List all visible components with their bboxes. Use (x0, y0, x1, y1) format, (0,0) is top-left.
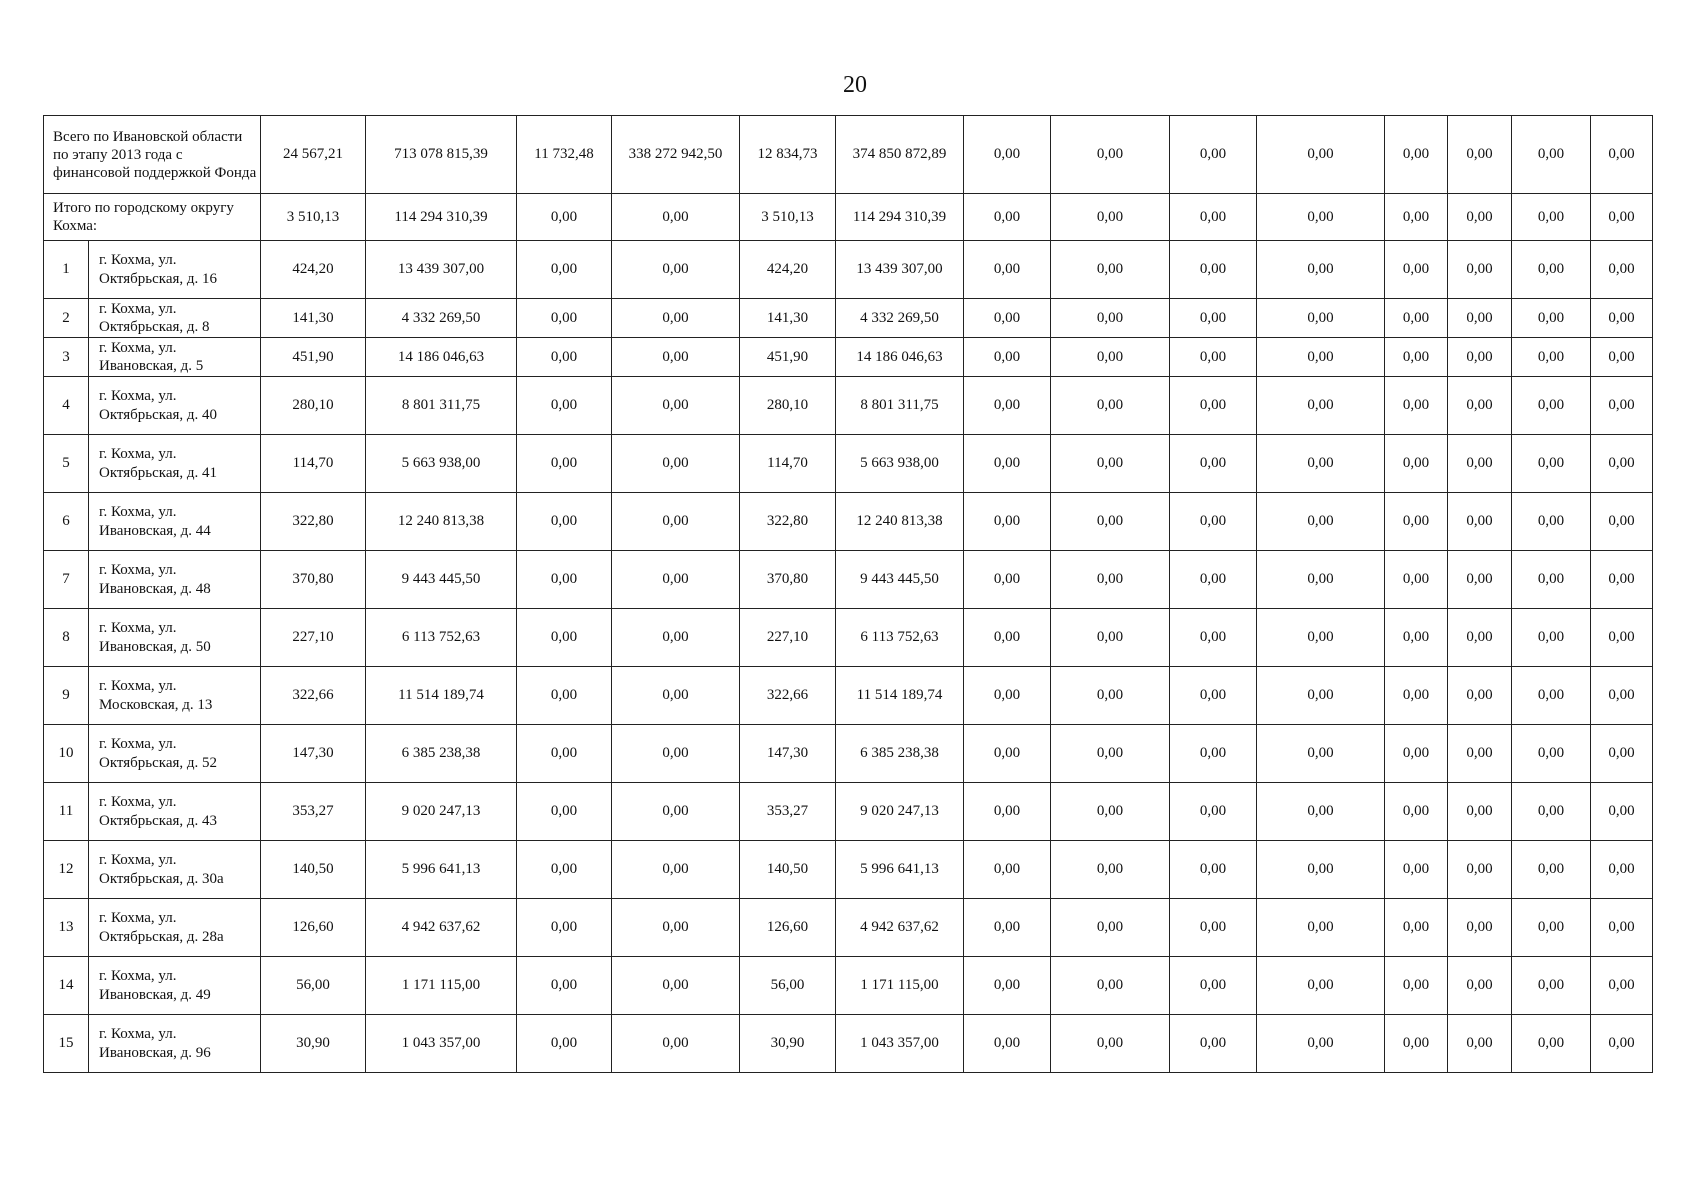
value-cell: 0,00 (1385, 241, 1448, 299)
value-cell: 0,00 (1257, 299, 1385, 338)
value-cell: 14 186 046,63 (836, 338, 964, 377)
value-cell: 0,00 (1512, 493, 1591, 551)
value-cell: 0,00 (1170, 841, 1257, 899)
value-cell: 353,27 (740, 783, 836, 841)
value-cell: 0,00 (964, 377, 1051, 435)
row-number: 9 (44, 667, 89, 725)
value-cell: 0,00 (1385, 493, 1448, 551)
address-cell: г. Кохма, ул. Ивановская, д. 50 (89, 609, 261, 667)
value-cell: 0,00 (612, 667, 740, 725)
value-cell: 0,00 (964, 667, 1051, 725)
table-row (44, 841, 1653, 899)
value-cell: 0,00 (1448, 841, 1512, 899)
value-cell: 0,00 (1591, 338, 1653, 377)
value-cell: 0,00 (1170, 551, 1257, 609)
value-cell: 0,00 (1512, 841, 1591, 899)
value-cell: 0,00 (612, 377, 740, 435)
row-number: 5 (44, 435, 89, 493)
value-cell: 0,00 (1591, 725, 1653, 783)
value-cell: 0,00 (1448, 551, 1512, 609)
value-cell: 322,80 (740, 493, 836, 551)
value-cell: 0,00 (1170, 1015, 1257, 1073)
value-cell: 0,00 (1448, 116, 1512, 194)
value-cell: 0,00 (1448, 241, 1512, 299)
value-cell: 0,00 (1512, 299, 1591, 338)
value-cell: 0,00 (964, 899, 1051, 957)
value-cell: 0,00 (1051, 435, 1170, 493)
table-row (44, 299, 1653, 338)
value-cell: 0,00 (517, 957, 612, 1015)
value-cell: 0,00 (612, 338, 740, 377)
value-cell: 0,00 (1448, 377, 1512, 435)
value-cell: 0,00 (1257, 667, 1385, 725)
value-cell: 11 514 189,74 (366, 667, 517, 725)
address-cell: г. Кохма, ул. Октябрьская, д. 52 (89, 725, 261, 783)
value-cell: 370,80 (740, 551, 836, 609)
value-cell: 3 510,13 (740, 194, 836, 241)
value-cell: 0,00 (517, 551, 612, 609)
value-cell: 0,00 (964, 783, 1051, 841)
value-cell: 12 240 813,38 (366, 493, 517, 551)
address-cell: г. Кохма, ул. Ивановская, д. 48 (89, 551, 261, 609)
value-cell: 0,00 (517, 783, 612, 841)
value-cell: 0,00 (1257, 435, 1385, 493)
value-cell: 0,00 (1448, 957, 1512, 1015)
value-cell: 0,00 (1051, 725, 1170, 783)
value-cell: 1 171 115,00 (366, 957, 517, 1015)
value-cell: 0,00 (517, 435, 612, 493)
value-cell: 0,00 (1385, 957, 1448, 1015)
value-cell: 0,00 (1448, 194, 1512, 241)
table-row (44, 783, 1653, 841)
value-cell: 0,00 (1051, 609, 1170, 667)
value-cell: 0,00 (1051, 241, 1170, 299)
value-cell: 14 186 046,63 (366, 338, 517, 377)
value-cell: 0,00 (1170, 957, 1257, 1015)
value-cell: 11 732,48 (517, 116, 612, 194)
value-cell: 0,00 (1257, 377, 1385, 435)
value-cell: 0,00 (517, 1015, 612, 1073)
value-cell: 374 850 872,89 (836, 116, 964, 194)
value-cell: 0,00 (1170, 299, 1257, 338)
value-cell: 0,00 (1385, 435, 1448, 493)
value-cell: 0,00 (517, 725, 612, 783)
table-row (44, 609, 1653, 667)
value-cell: 147,30 (740, 725, 836, 783)
value-cell: 0,00 (1385, 1015, 1448, 1073)
row-number: 15 (44, 1015, 89, 1073)
value-cell: 4 332 269,50 (366, 299, 517, 338)
value-cell: 4 942 637,62 (836, 899, 964, 957)
value-cell: 0,00 (1170, 194, 1257, 241)
value-cell: 0,00 (1385, 899, 1448, 957)
value-cell: 0,00 (1051, 899, 1170, 957)
value-cell: 0,00 (1385, 299, 1448, 338)
value-cell: 0,00 (1448, 338, 1512, 377)
value-cell: 12 240 813,38 (836, 493, 964, 551)
row-number: 11 (44, 783, 89, 841)
value-cell: 0,00 (612, 957, 740, 1015)
page-number: 20 (843, 72, 867, 98)
value-cell: 0,00 (964, 493, 1051, 551)
total-row (44, 116, 1653, 194)
row-number: 1 (44, 241, 89, 299)
value-cell: 322,66 (261, 667, 366, 725)
value-cell: 0,00 (612, 435, 740, 493)
value-cell: 9 443 445,50 (366, 551, 517, 609)
value-cell: 0,00 (612, 899, 740, 957)
value-cell: 0,00 (964, 609, 1051, 667)
value-cell: 0,00 (1591, 609, 1653, 667)
value-cell: 0,00 (1051, 783, 1170, 841)
value-cell: 0,00 (612, 194, 740, 241)
value-cell: 0,00 (1512, 1015, 1591, 1073)
table-row (44, 957, 1653, 1015)
value-cell: 0,00 (517, 841, 612, 899)
value-cell: 0,00 (1051, 299, 1170, 338)
value-cell: 6 113 752,63 (366, 609, 517, 667)
value-cell: 0,00 (1591, 241, 1653, 299)
value-cell: 0,00 (1170, 783, 1257, 841)
address-cell: г. Кохма, ул. Московская, д. 13 (89, 667, 261, 725)
address-cell: г. Кохма, ул. Октябрьская, д. 43 (89, 783, 261, 841)
value-cell: 0,00 (1170, 725, 1257, 783)
address-cell: г. Кохма, ул. Октябрьская, д. 28а (89, 899, 261, 957)
value-cell: 0,00 (1448, 899, 1512, 957)
value-cell: 12 834,73 (740, 116, 836, 194)
value-cell: 56,00 (261, 957, 366, 1015)
value-cell: 0,00 (1051, 493, 1170, 551)
value-cell: 0,00 (1051, 377, 1170, 435)
value-cell: 0,00 (1385, 667, 1448, 725)
value-cell: 0,00 (612, 1015, 740, 1073)
value-cell: 0,00 (964, 725, 1051, 783)
value-cell: 6 113 752,63 (836, 609, 964, 667)
value-cell: 1 171 115,00 (836, 957, 964, 1015)
value-cell: 0,00 (1257, 841, 1385, 899)
value-cell: 0,00 (612, 841, 740, 899)
value-cell: 8 801 311,75 (836, 377, 964, 435)
value-cell: 0,00 (1591, 841, 1653, 899)
value-cell: 56,00 (740, 957, 836, 1015)
value-cell: 0,00 (1257, 338, 1385, 377)
value-cell: 0,00 (1591, 116, 1653, 194)
row-number: 10 (44, 725, 89, 783)
value-cell: 147,30 (261, 725, 366, 783)
value-cell: 0,00 (964, 551, 1051, 609)
table-row (44, 377, 1653, 435)
value-cell: 0,00 (517, 609, 612, 667)
value-cell: 0,00 (1257, 241, 1385, 299)
value-cell: 0,00 (1385, 783, 1448, 841)
value-cell: 0,00 (1448, 783, 1512, 841)
address-cell: г. Кохма, ул. Октябрьская, д. 40 (89, 377, 261, 435)
value-cell: 0,00 (1448, 609, 1512, 667)
value-cell: 338 272 942,50 (612, 116, 740, 194)
value-cell: 0,00 (612, 725, 740, 783)
value-cell: 5 663 938,00 (366, 435, 517, 493)
value-cell: 0,00 (1051, 551, 1170, 609)
value-cell: 13 439 307,00 (836, 241, 964, 299)
value-cell: 0,00 (1512, 194, 1591, 241)
value-cell: 0,00 (1512, 609, 1591, 667)
value-cell: 0,00 (1170, 338, 1257, 377)
address-cell: г. Кохма, ул. Октябрьская, д. 30а (89, 841, 261, 899)
value-cell: 0,00 (1512, 783, 1591, 841)
value-cell: 0,00 (1170, 493, 1257, 551)
value-cell: 280,10 (740, 377, 836, 435)
value-cell: 0,00 (1448, 299, 1512, 338)
value-cell: 0,00 (612, 241, 740, 299)
value-cell: 0,00 (1591, 299, 1653, 338)
value-cell: 0,00 (1170, 667, 1257, 725)
table-row (44, 493, 1653, 551)
value-cell: 0,00 (1448, 1015, 1512, 1073)
value-cell: 0,00 (1512, 377, 1591, 435)
value-cell: 0,00 (612, 299, 740, 338)
table-row (44, 551, 1653, 609)
value-cell: 0,00 (964, 957, 1051, 1015)
value-cell: 424,20 (261, 241, 366, 299)
value-cell: 114,70 (740, 435, 836, 493)
value-cell: 451,90 (261, 338, 366, 377)
value-cell: 4 332 269,50 (836, 299, 964, 338)
row-number: 7 (44, 551, 89, 609)
value-cell: 0,00 (517, 899, 612, 957)
value-cell: 0,00 (1385, 194, 1448, 241)
table-row (44, 338, 1653, 377)
value-cell: 0,00 (964, 299, 1051, 338)
value-cell: 322,80 (261, 493, 366, 551)
value-cell: 0,00 (1051, 841, 1170, 899)
value-cell: 0,00 (1512, 435, 1591, 493)
value-cell: 0,00 (1257, 899, 1385, 957)
address-cell: г. Кохма, ул. Ивановская, д. 44 (89, 493, 261, 551)
value-cell: 0,00 (1051, 957, 1170, 1015)
value-cell: 0,00 (612, 551, 740, 609)
address-cell: г. Кохма, ул. Октябрьская, д. 8 (89, 299, 261, 338)
value-cell: 353,27 (261, 783, 366, 841)
value-cell: 0,00 (517, 667, 612, 725)
value-cell: 0,00 (1512, 116, 1591, 194)
table-row (44, 899, 1653, 957)
value-cell: 0,00 (1170, 241, 1257, 299)
value-cell: 0,00 (612, 493, 740, 551)
value-cell: 0,00 (1051, 338, 1170, 377)
value-cell: 24 567,21 (261, 116, 366, 194)
value-cell: 6 385 238,38 (366, 725, 517, 783)
value-cell: 5 663 938,00 (836, 435, 964, 493)
value-cell: 0,00 (1512, 551, 1591, 609)
value-cell: 0,00 (1257, 493, 1385, 551)
address-cell: г. Кохма, ул. Ивановская, д. 5 (89, 338, 261, 377)
value-cell: 0,00 (1448, 667, 1512, 725)
value-cell: 0,00 (1257, 194, 1385, 241)
value-cell: 140,50 (740, 841, 836, 899)
data-table (43, 115, 1653, 1073)
value-cell: 0,00 (1385, 725, 1448, 783)
row-number: 8 (44, 609, 89, 667)
total-row-label: Всего по Ивановской области по этапу 2013 года с финансовой поддержкой Фонда (44, 116, 261, 194)
value-cell: 0,00 (1385, 377, 1448, 435)
value-cell: 30,90 (740, 1015, 836, 1073)
value-cell: 0,00 (517, 493, 612, 551)
value-cell: 0,00 (964, 241, 1051, 299)
value-cell: 13 439 307,00 (366, 241, 517, 299)
value-cell: 141,30 (261, 299, 366, 338)
value-cell: 9 443 445,50 (836, 551, 964, 609)
value-cell: 0,00 (1591, 1015, 1653, 1073)
subtotal-row-label: Итого по городскому округу Кохма: (44, 194, 261, 241)
value-cell: 0,00 (1591, 493, 1653, 551)
row-number: 13 (44, 899, 89, 957)
value-cell: 0,00 (964, 116, 1051, 194)
value-cell: 0,00 (1170, 377, 1257, 435)
value-cell: 30,90 (261, 1015, 366, 1073)
value-cell: 0,00 (1591, 435, 1653, 493)
value-cell: 0,00 (1385, 338, 1448, 377)
value-cell: 451,90 (740, 338, 836, 377)
value-cell: 114,70 (261, 435, 366, 493)
value-cell: 0,00 (612, 609, 740, 667)
value-cell: 4 942 637,62 (366, 899, 517, 957)
value-cell: 0,00 (1385, 609, 1448, 667)
row-number: 6 (44, 493, 89, 551)
value-cell: 227,10 (740, 609, 836, 667)
value-cell: 0,00 (1051, 194, 1170, 241)
table-row (44, 435, 1653, 493)
value-cell: 0,00 (517, 194, 612, 241)
value-cell: 0,00 (1051, 116, 1170, 194)
address-cell: г. Кохма, ул. Октябрьская, д. 41 (89, 435, 261, 493)
value-cell: 0,00 (1051, 667, 1170, 725)
row-number: 3 (44, 338, 89, 377)
value-cell: 5 996 641,13 (366, 841, 517, 899)
value-cell: 0,00 (1591, 783, 1653, 841)
value-cell: 0,00 (517, 299, 612, 338)
value-cell: 0,00 (1448, 493, 1512, 551)
value-cell: 0,00 (1257, 116, 1385, 194)
value-cell: 0,00 (1257, 1015, 1385, 1073)
value-cell: 0,00 (1591, 957, 1653, 1015)
value-cell: 0,00 (1512, 667, 1591, 725)
value-cell: 280,10 (261, 377, 366, 435)
subtotal-row (44, 194, 1653, 241)
value-cell: 11 514 189,74 (836, 667, 964, 725)
value-cell: 0,00 (1170, 899, 1257, 957)
value-cell: 0,00 (1448, 725, 1512, 783)
value-cell: 0,00 (964, 435, 1051, 493)
value-cell: 0,00 (517, 241, 612, 299)
value-cell: 0,00 (1591, 194, 1653, 241)
address-cell: г. Кохма, ул. Октябрьская, д. 16 (89, 241, 261, 299)
value-cell: 0,00 (1512, 957, 1591, 1015)
value-cell: 0,00 (964, 841, 1051, 899)
row-number: 2 (44, 299, 89, 338)
value-cell: 713 078 815,39 (366, 116, 517, 194)
table-row (44, 241, 1653, 299)
value-cell: 0,00 (1170, 435, 1257, 493)
value-cell: 0,00 (1257, 957, 1385, 1015)
address-cell: г. Кохма, ул. Ивановская, д. 49 (89, 957, 261, 1015)
value-cell: 0,00 (1257, 551, 1385, 609)
value-cell: 0,00 (1512, 241, 1591, 299)
address-cell: г. Кохма, ул. Ивановская, д. 96 (89, 1015, 261, 1073)
value-cell: 3 510,13 (261, 194, 366, 241)
value-cell: 9 020 247,13 (366, 783, 517, 841)
value-cell: 227,10 (261, 609, 366, 667)
value-cell: 114 294 310,39 (836, 194, 964, 241)
value-cell: 0,00 (1448, 435, 1512, 493)
value-cell: 0,00 (1385, 841, 1448, 899)
value-cell: 0,00 (964, 194, 1051, 241)
table-row (44, 725, 1653, 783)
value-cell: 0,00 (612, 783, 740, 841)
row-number: 4 (44, 377, 89, 435)
value-cell: 0,00 (1591, 377, 1653, 435)
value-cell: 126,60 (740, 899, 836, 957)
value-cell: 0,00 (1170, 116, 1257, 194)
value-cell: 1 043 357,00 (836, 1015, 964, 1073)
table-row (44, 667, 1653, 725)
value-cell: 0,00 (1170, 609, 1257, 667)
value-cell: 0,00 (1257, 783, 1385, 841)
value-cell: 114 294 310,39 (366, 194, 517, 241)
value-cell: 1 043 357,00 (366, 1015, 517, 1073)
row-number: 14 (44, 957, 89, 1015)
value-cell: 322,66 (740, 667, 836, 725)
value-cell: 0,00 (1512, 725, 1591, 783)
value-cell: 0,00 (1385, 116, 1448, 194)
value-cell: 0,00 (1591, 899, 1653, 957)
table-body (44, 116, 1653, 1073)
value-cell: 9 020 247,13 (836, 783, 964, 841)
value-cell: 0,00 (1512, 899, 1591, 957)
value-cell: 370,80 (261, 551, 366, 609)
value-cell: 5 996 641,13 (836, 841, 964, 899)
table-row (44, 1015, 1653, 1073)
value-cell: 0,00 (1051, 1015, 1170, 1073)
value-cell: 140,50 (261, 841, 366, 899)
value-cell: 0,00 (964, 1015, 1051, 1073)
value-cell: 424,20 (740, 241, 836, 299)
value-cell: 0,00 (1591, 551, 1653, 609)
value-cell: 0,00 (1385, 551, 1448, 609)
value-cell: 126,60 (261, 899, 366, 957)
value-cell: 0,00 (1257, 609, 1385, 667)
value-cell: 0,00 (964, 338, 1051, 377)
value-cell: 0,00 (1257, 725, 1385, 783)
row-number: 12 (44, 841, 89, 899)
value-cell: 141,30 (740, 299, 836, 338)
value-cell: 0,00 (517, 338, 612, 377)
value-cell: 8 801 311,75 (366, 377, 517, 435)
value-cell: 0,00 (1591, 667, 1653, 725)
value-cell: 0,00 (1512, 338, 1591, 377)
value-cell: 6 385 238,38 (836, 725, 964, 783)
value-cell: 0,00 (517, 377, 612, 435)
